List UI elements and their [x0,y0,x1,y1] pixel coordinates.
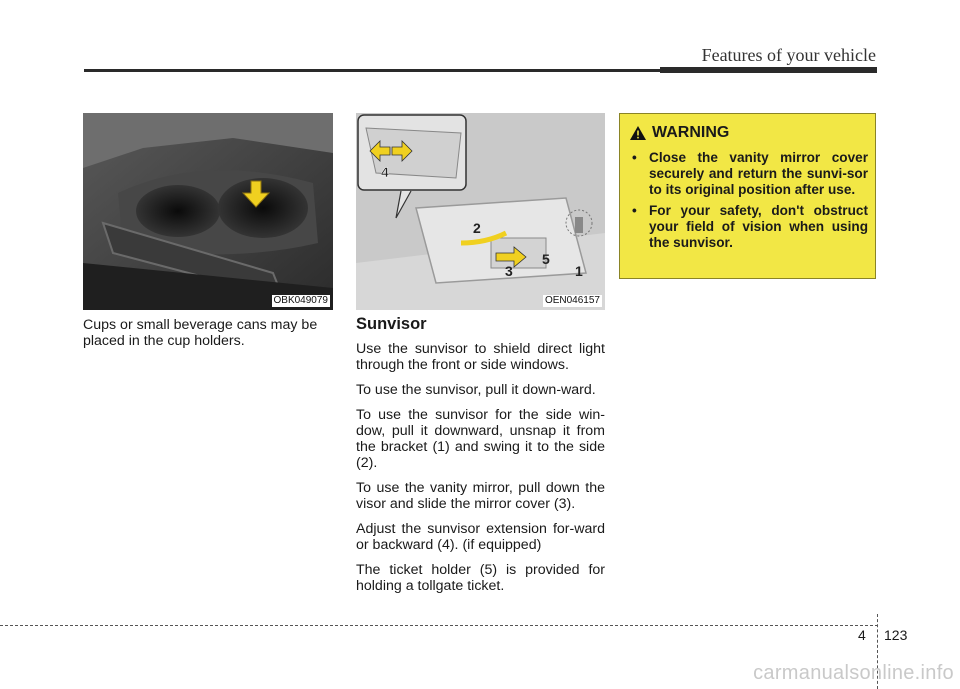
warning-item: • Close the vanity mirror cover securely and return the sunvi-sor to its original position after use. [632,150,868,198]
callout-5: 5 [542,251,550,267]
warning-box [619,113,876,279]
warning-heading [630,124,729,142]
callout-2: 2 [473,220,481,236]
paragraph: To use the sunvisor, pull it down-ward. [356,382,596,398]
warning-title: WARNING [652,124,730,141]
paragraph: Use the sunvisor to shield direct light through the front or side windows. [356,341,605,373]
sunvisor-heading: Sunvisor [356,315,427,333]
watermark: carmanualsonline.info [753,662,954,684]
warning-triangle-icon [630,126,646,140]
callout-1: 1 [575,263,583,279]
section-title: Features of your vehicle [701,45,876,65]
warning-item: • For your safety, don't obstruct your field of vision when using the sunvisor. [632,203,868,251]
warning-list [632,150,868,256]
cupholder-caption: Cups or small beverage cans may be placed in the cup holders. [83,317,318,349]
footer-rule [0,625,878,626]
header-rule-accent [660,67,877,73]
callout-3: 3 [505,263,513,279]
callout-4: 4 [381,164,389,180]
figure-code: OBK049079 [273,295,328,306]
chapter-number: 4 [858,627,866,643]
middle-column [356,316,605,603]
cupholder-photo [83,113,333,310]
figure-code: OEN046157 [544,295,600,306]
paragraph: To use the vanity mirror, pull down the visor and slide the mirror cover (3). [356,480,605,512]
paragraph: The ticket holder (5) is provided for holding a tollgate ticket. [356,562,605,594]
paragraph: To use the sunvisor for the side win-dow, pull it downward, unsnap it from the bracket (1) and swing it to the side (2). [356,407,605,471]
sunvisor-diagram [356,113,605,310]
paragraph: Adjust the sunvisor extension for-ward or backward (4). (if equipped) [356,521,605,553]
left-column [83,317,335,358]
page-number: 123 [884,627,908,643]
